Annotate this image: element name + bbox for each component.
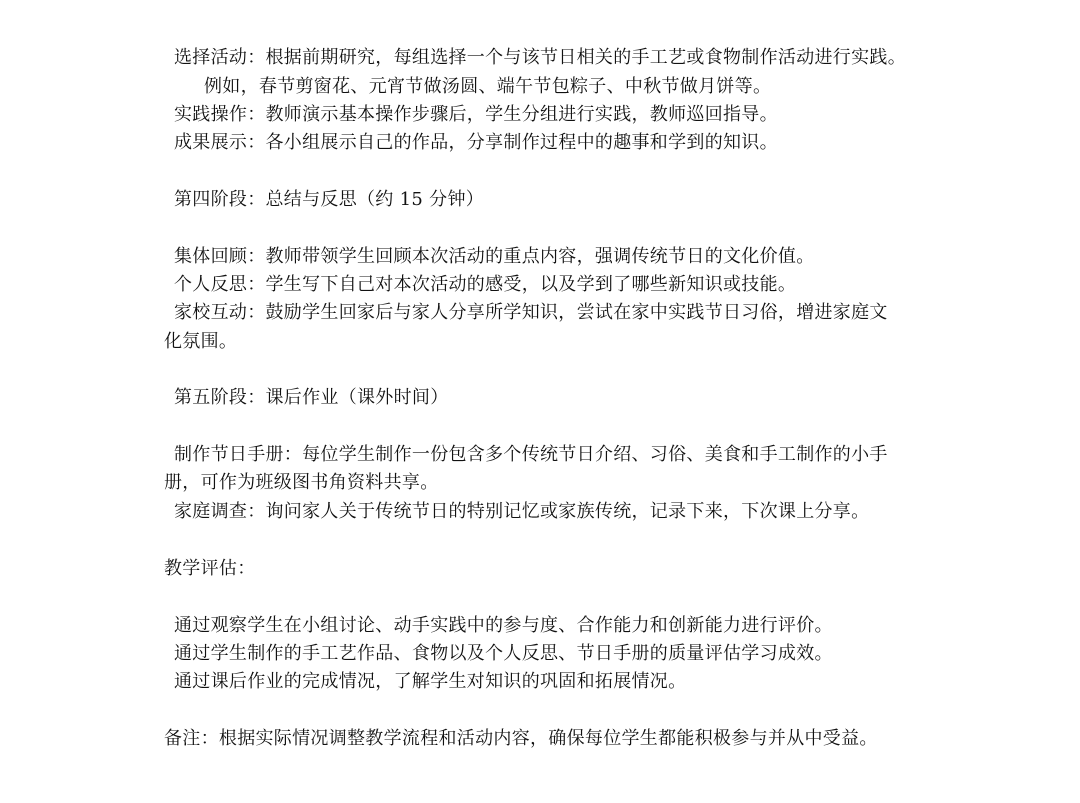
review-line: 集体回顾：教师带领学生回顾本次活动的重点内容，强调传统节日的文化价值。 bbox=[174, 246, 815, 267]
handbook-line-2: 册，可作为班级图书角资料共享。 bbox=[164, 472, 439, 493]
select-activity-line-2: 例如，春节剪窗花、元宵节做汤圆、端午节包粽子、中秋节做月饼等。 bbox=[204, 76, 772, 97]
showcase-line: 成果展示：各小组展示自己的作品，分享制作过程中的趣事和学到的知识。 bbox=[174, 132, 778, 153]
handbook-line-1: 制作节日手册：每位学生制作一份包含多个传统节日介绍、习俗、美食和手工制作的小手 bbox=[174, 444, 888, 465]
stage4-heading: 第四阶段：总结与反思（约 15 分钟） bbox=[174, 189, 485, 210]
home-school-line-2: 化氛围。 bbox=[164, 331, 238, 352]
evaluation-item-3: 通过课后作业的完成情况，了解学生对知识的巩固和拓展情况。 bbox=[174, 671, 687, 692]
note-line: 备注：根据实际情况调整教学流程和活动内容，确保每位学生都能积极参与并从中受益。 bbox=[164, 728, 878, 749]
evaluation-heading: 教学评估： bbox=[164, 558, 256, 579]
stage5-heading: 第五阶段：课后作业（课外时间） bbox=[174, 387, 449, 408]
practice-line: 实践操作：教师演示基本操作步骤后，学生分组进行实践，教师巡回指导。 bbox=[174, 104, 778, 125]
evaluation-item-1: 通过观察学生在小组讨论、动手实践中的参与度、合作能力和创新能力进行评价。 bbox=[174, 615, 833, 636]
home-school-line-1: 家校互动：鼓励学生回家后与家人分享所学知识，尝试在家中实践节日习俗，增进家庭文 bbox=[174, 302, 888, 323]
family-survey-line: 家庭调查：询问家人关于传统节日的特别记忆或家族传统，记录下来，下次课上分享。 bbox=[174, 501, 870, 522]
reflection-line: 个人反思：学生写下自己对本次活动的感受，以及学到了哪些新知识或技能。 bbox=[174, 274, 797, 295]
evaluation-item-2: 通过学生制作的手工艺作品、食物以及个人反思、节日手册的质量评估学习成效。 bbox=[174, 643, 833, 664]
select-activity-line-1: 选择活动：根据前期研究，每组选择一个与该节日相关的手工艺或食物制作活动进行实践。 bbox=[174, 47, 906, 68]
